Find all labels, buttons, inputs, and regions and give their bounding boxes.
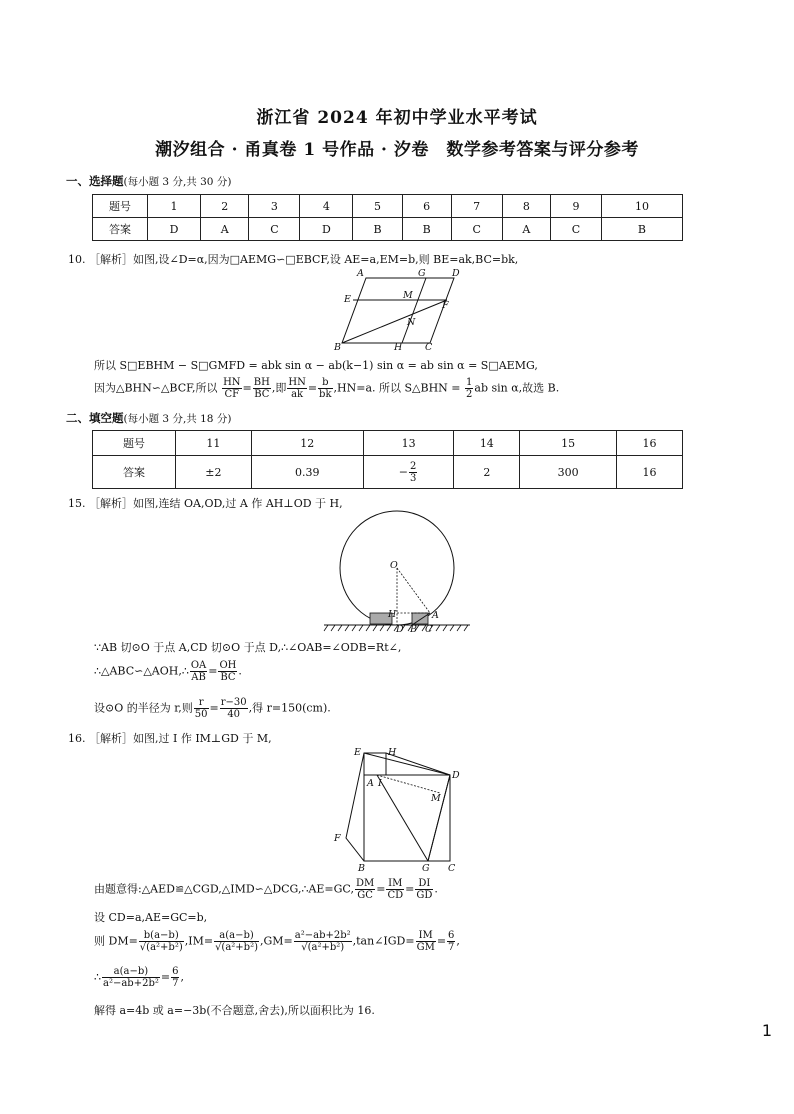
- label-G: G: [418, 268, 426, 279]
- label-H: H: [388, 609, 397, 620]
- q16-line5: 解得 a=4b 或 a=−3b(不合题意,舍去),所以面积比为 16.: [94, 1004, 375, 1017]
- q16-heading: 16. ［解析］如图,过 I 作 IM⊥GD 于 M,: [68, 732, 272, 745]
- a-cell: C: [551, 218, 602, 241]
- label-M: M: [403, 290, 413, 301]
- q10-line2: 因为△BHN∽△BCF,所以 $\frac{HN}{CF}$ = $\frac{BH}{BC}$ ,即 $\frac{HN}{ak}$ = $\frac{b}{bk}$ ,HN=a. 所以 S△BHN = $\frac{1}{2}$ ab sin α,故选 B.: [94, 377, 560, 400]
- q15-line3: 设⊙O 的半径为 r,则 $\frac{r}{50}$ = $\frac{r-30}{40}$ ,得 r=150(cm).: [94, 697, 331, 720]
- table-row: [93, 218, 683, 241]
- q-cell: 2: [201, 195, 249, 218]
- label-G: G: [422, 863, 430, 874]
- q16-line3: 则 DM= $\frac{b(a-b)}{\text{√(a²+b²)}}$ ,IM= $\frac{a(a-b)}{\text{√(a²+b²)}}$ ,GM= $\frac{\text{a²−ab+2b²}}{\text{√(a²+b²)}}$ ,tan∠IGD= $\frac{IM}{GM}$ = $\frac{6}{7}$ ,: [94, 930, 460, 953]
- q-cell: 9: [551, 195, 602, 218]
- label-A: A: [432, 610, 439, 621]
- a-cell: ±2: [176, 456, 252, 489]
- q-cell: 3: [249, 195, 300, 218]
- table-row: [93, 195, 683, 218]
- exam-title: 浙江省 2024 年初中学业水平考试: [256, 108, 538, 128]
- a-cell: C: [249, 218, 300, 241]
- q-cell: 1: [148, 195, 201, 218]
- q-cell: 16: [617, 431, 683, 456]
- row-label: 答案: [93, 218, 148, 241]
- section1-heading: 一、选择题(每小题 3 分,共 30 分): [66, 174, 232, 188]
- label-D: D: [452, 268, 460, 279]
- exam-subtitle: 潮汐组合 · 甬真卷 1 号作品 · 汐卷 数学参考答案与评分参考: [155, 140, 639, 160]
- label-C: C: [425, 342, 433, 352]
- q16-square-diagram: [330, 743, 468, 875]
- row-label: 答案: [93, 456, 176, 489]
- fill-answer-table: [92, 430, 683, 489]
- label-D: D: [396, 624, 404, 634]
- table-row: [93, 456, 683, 489]
- label-B: B: [334, 342, 341, 352]
- q-cell: 7: [451, 195, 502, 218]
- a-cell: 300: [520, 456, 617, 489]
- a-cell: B: [601, 218, 682, 241]
- label-A: A: [357, 268, 364, 279]
- label-A: A: [367, 778, 374, 789]
- q-cell: 12: [251, 431, 363, 456]
- q16-line2: 设 CD=a,AE=GC=b,: [94, 911, 208, 924]
- label-F: F: [334, 833, 341, 844]
- label-H: H: [394, 342, 403, 352]
- q-cell: 5: [353, 195, 402, 218]
- q16-line1: 由题意得:△AED≌△CGD,△IMD∽△DCG,∴AE=GC, $\frac{DM}{GC}$ = $\frac{IM}{CD}$ = $\frac{DI}{GD}$ .: [94, 878, 438, 901]
- q10-parallelogram-diagram: [330, 268, 466, 352]
- q15-heading: 15. ［解析］如图,连结 OA,OD,过 A 作 AH⊥OD 于 H,: [68, 497, 343, 510]
- page-number: 1: [761, 1021, 772, 1040]
- q16-line4: ∴ $\frac{a(a-b)}{\text{a²−ab+2b²}}$ = $\frac{6}{7}$ ,: [94, 966, 184, 989]
- q-cell: 10: [601, 195, 682, 218]
- q-cell: 14: [454, 431, 520, 456]
- q15-line2: ∴△ABC∽△AOH,∴ $\frac{OA}{AB}$ = $\frac{OH}{BC}$ .: [94, 660, 242, 683]
- label-N: N: [407, 317, 416, 328]
- a-cell: A: [502, 218, 550, 241]
- q-cell: 8: [502, 195, 550, 218]
- q-cell: 4: [300, 195, 353, 218]
- q-cell: 6: [402, 195, 451, 218]
- label-E: E: [344, 294, 351, 305]
- section2-heading: 二、填空题(每小题 3 分,共 18 分): [66, 411, 232, 425]
- label-D: D: [452, 770, 460, 781]
- label-F: F: [442, 300, 449, 311]
- q10-line1: 所以 S□EBHM − S□GMFD = abk sin α − ab(k−1) sin α = ab sin α = S□AEMG,: [94, 359, 538, 372]
- row-label: 题号: [93, 195, 148, 218]
- a-cell: A: [201, 218, 249, 241]
- label-E: E: [354, 747, 361, 758]
- label-H: H: [388, 747, 397, 758]
- a-cell: C: [451, 218, 502, 241]
- q-cell: 15: [520, 431, 617, 456]
- label-O: O: [390, 560, 398, 571]
- q10-heading: 10. ［解析］如图,设∠D=α,因为□AEMG∽□EBCF,设 AE=a,EM=b,则 BE=ak,BC=bk,: [68, 253, 519, 266]
- label-B: B: [358, 863, 365, 874]
- a-cell: 2: [454, 456, 520, 489]
- label-C: C: [425, 624, 433, 634]
- a-cell: 0.39: [251, 456, 363, 489]
- a-cell: B: [353, 218, 402, 241]
- label-M: M: [431, 793, 441, 804]
- choice-answer-table: [92, 194, 683, 241]
- a-cell: D: [148, 218, 201, 241]
- label-B: B: [410, 624, 417, 634]
- a-cell: − $\frac{2}{3}$: [363, 456, 454, 489]
- q15-circle-diagram: [322, 510, 472, 634]
- a-cell: 16: [617, 456, 683, 489]
- row-label: 题号: [93, 431, 176, 456]
- q15-line1: ∵AB 切⊙O 于点 A,CD 切⊙O 于点 D,∴∠OAB=∠ODB=Rt∠,: [94, 641, 402, 654]
- table-row: [93, 431, 683, 456]
- label-C: C: [448, 863, 456, 874]
- a-cell: D: [300, 218, 353, 241]
- q-cell: 11: [176, 431, 252, 456]
- label-I: I: [378, 778, 382, 789]
- a-cell: B: [402, 218, 451, 241]
- q-cell: 13: [363, 431, 454, 456]
